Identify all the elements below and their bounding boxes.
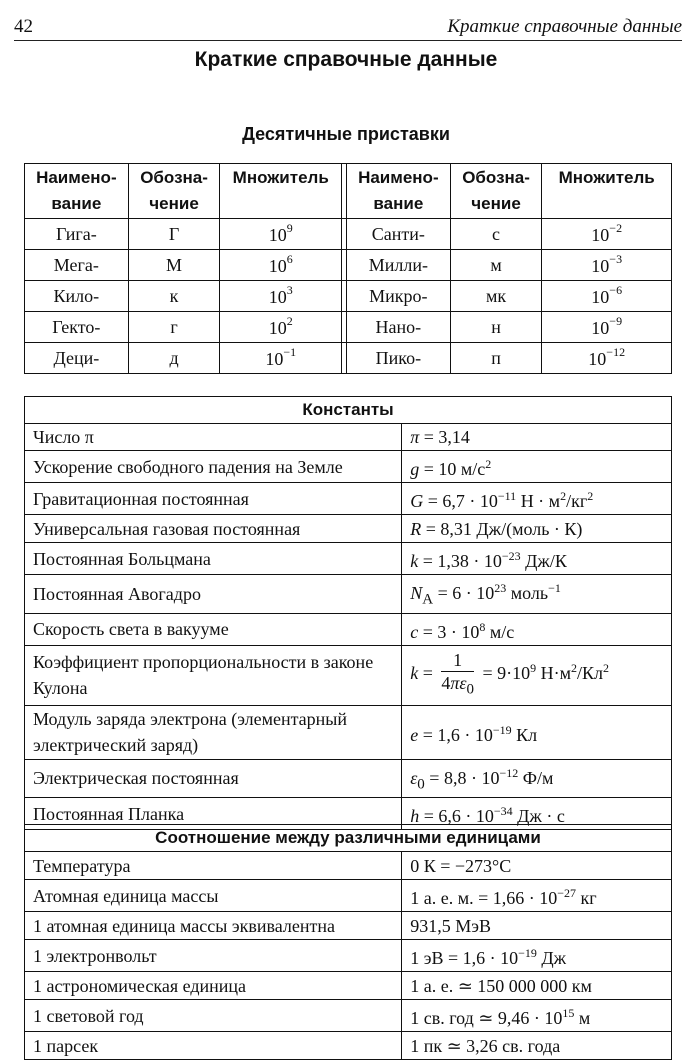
unit-value: 1 а. е. м. = $1,66 \cdot 10^{-27}$ кг xyxy=(402,880,672,912)
unit-value: 1 св. год ≃ $9,46 \cdot 10^{15}$ м xyxy=(402,1000,672,1032)
prefix-symbol: М xyxy=(128,250,220,281)
constant-label: Гравитационная постоянная xyxy=(25,483,402,515)
units-title: Соотношение между различными единицами xyxy=(25,825,672,852)
prefix-multiplier: $10^{-12}$ xyxy=(542,343,672,374)
page-header xyxy=(14,10,682,41)
prefix-multiplier: $10^3$ xyxy=(220,281,342,312)
prefix-multiplier: $10^{-2}$ xyxy=(542,219,672,250)
prefix-multiplier: $10^6$ xyxy=(220,250,342,281)
constant-row xyxy=(25,515,672,543)
constant-row xyxy=(25,483,672,515)
unit-row xyxy=(25,912,672,940)
unit-row xyxy=(25,972,672,1000)
unit-row xyxy=(25,880,672,912)
constant-value: $k = 1,38 \cdot 10^{-23}$ Дж/К xyxy=(402,543,672,575)
prefix-symbol: н xyxy=(450,312,542,343)
unit-label: Температура xyxy=(25,852,402,880)
prefix-row xyxy=(25,312,672,343)
constant-label: Коэффициент пропорциональности в законе Кулона xyxy=(25,645,402,705)
prefix-name: Пико- xyxy=(347,343,451,374)
multiplier-exponent: −12 xyxy=(606,344,626,359)
prefix-symbol: Г xyxy=(128,219,220,250)
multiplier-exponent: −1 xyxy=(283,344,297,359)
prefix-row xyxy=(25,343,672,374)
unit-row xyxy=(25,1032,672,1060)
constant-label: Скорость света в вакууме xyxy=(25,613,402,645)
multiplier-exponent: 2 xyxy=(286,313,293,328)
constant-row xyxy=(25,424,672,451)
unit-value: 0 К = −273°С xyxy=(402,852,672,880)
prefix-column-header: Наимено- вание xyxy=(25,164,129,219)
constant-label: Число π xyxy=(25,424,402,451)
prefix-name: Мега- xyxy=(25,250,129,281)
constant-label: Ускорение свободного падения на Земле xyxy=(25,451,402,483)
constant-value: $e = 1,6 \cdot 10^{-19}$ Кл xyxy=(402,705,672,759)
constants-table xyxy=(24,396,672,830)
prefix-symbol: к xyxy=(128,281,220,312)
prefix-column-header: Множитель xyxy=(542,164,672,219)
prefix-multiplier: $10^{-1}$ xyxy=(220,343,342,374)
constant-row xyxy=(25,575,672,614)
constant-value: $N_A = 6 \cdot 10^{23}$ моль$^{-1}$ xyxy=(402,575,672,614)
constant-value: $h = 6,6 \cdot 10^{-34}$ Дж · с xyxy=(402,798,672,830)
page-number: 42 xyxy=(14,16,33,37)
constant-value: π = 3,14 xyxy=(402,424,672,451)
prefix-name: Милли- xyxy=(347,250,451,281)
constant-value: g = 10 $м/с^2$ xyxy=(402,451,672,483)
prefix-name: Санти- xyxy=(347,219,451,250)
constant-value: k = $\frac{1}{4\pi\varepsilon_0}$ = $9\cdot 10^9$ $Н\cdot м^2/Кл^2$ xyxy=(402,645,672,705)
unit-label: 1 парсек xyxy=(25,1032,402,1060)
prefix-name: Кило- xyxy=(25,281,129,312)
multiplier-exponent: −3 xyxy=(609,251,623,266)
prefix-name: Гига- xyxy=(25,219,129,250)
multiplier-exponent: −9 xyxy=(609,313,623,328)
prefix-name: Деци- xyxy=(25,343,129,374)
constant-row xyxy=(25,705,672,759)
constant-row xyxy=(25,451,672,483)
prefix-symbol: мк xyxy=(450,281,542,312)
constants-title: Константы xyxy=(25,397,672,424)
prefix-column-header: Множитель xyxy=(220,164,342,219)
constant-value: R = 8,31 Дж/(моль · К) xyxy=(402,515,672,543)
unit-value: 1 а. е. ≃ 150 000 000 км xyxy=(402,972,672,1000)
prefix-symbol: с xyxy=(450,219,542,250)
unit-value: 931,5 МэВ xyxy=(402,912,672,940)
multiplier-exponent: −2 xyxy=(609,220,623,235)
constant-label: Постоянная Планка xyxy=(25,798,402,830)
prefix-multiplier: $10^{-6}$ xyxy=(542,281,672,312)
prefix-column-header: Наимено- вание xyxy=(347,164,451,219)
prefix-multiplier: $10^2$ xyxy=(220,312,342,343)
constant-label: Постоянная Авогадро xyxy=(25,575,402,614)
unit-label: Атомная единица массы xyxy=(25,880,402,912)
constant-label: Постоянная Больцмана xyxy=(25,543,402,575)
unit-label: 1 электронвольт xyxy=(25,940,402,972)
unit-row xyxy=(25,940,672,972)
unit-value: 1 эВ = $1,6 \cdot 10^{-19}$ Дж xyxy=(402,940,672,972)
running-title: Краткие справочные данные xyxy=(447,16,682,37)
unit-label: 1 астрономическая единица xyxy=(25,972,402,1000)
constant-value: $\varepsilon_0 = 8,8 \cdot 10^{-12}$ Ф/м xyxy=(402,759,672,798)
unit-row xyxy=(25,852,672,880)
prefix-column-header: Обозна- чение xyxy=(450,164,542,219)
multiplier-exponent: −6 xyxy=(609,282,623,297)
prefix-column-header: Обозна- чение xyxy=(128,164,220,219)
multiplier-exponent: 6 xyxy=(286,251,293,266)
prefix-row xyxy=(25,219,672,250)
unit-value: 1 пк ≃ 3,26 св. года xyxy=(402,1032,672,1060)
prefix-symbol: м xyxy=(450,250,542,281)
prefix-name: Гекто- xyxy=(25,312,129,343)
prefix-multiplier: $10^9$ xyxy=(220,219,342,250)
unit-row xyxy=(25,1000,672,1032)
constant-value: $G = 6,7 \cdot 10^{-11}$ $Н \cdot м^2/кг^2$ xyxy=(402,483,672,515)
constant-value: $c = 3 \cdot 10^8$ м/с xyxy=(402,613,672,645)
constant-row xyxy=(25,543,672,575)
constant-label: Электрическая постоянная xyxy=(25,759,402,798)
prefix-name: Нано- xyxy=(347,312,451,343)
constant-label: Модуль заряда электрона (элементарный электрический заряд) xyxy=(25,705,402,759)
prefix-symbol: г xyxy=(128,312,220,343)
units-table xyxy=(24,824,672,1060)
prefix-row xyxy=(25,250,672,281)
constant-row xyxy=(25,759,672,798)
prefix-symbol: д xyxy=(128,343,220,374)
prefix-row xyxy=(25,281,672,312)
constant-row xyxy=(25,645,672,705)
prefix-name: Микро- xyxy=(347,281,451,312)
constant-row xyxy=(25,613,672,645)
prefixes-title: Десятичные приставки xyxy=(242,124,450,144)
page-title: Краткие справочные данные xyxy=(194,48,498,71)
prefix-multiplier: $10^{-9}$ xyxy=(542,312,672,343)
unit-label: 1 атомная единица массы эквивалентна xyxy=(25,912,402,940)
constant-label: Универсальная газовая постоянная xyxy=(25,515,402,543)
multiplier-exponent: 9 xyxy=(286,220,293,235)
prefix-multiplier: $10^{-3}$ xyxy=(542,250,672,281)
multiplier-exponent: 3 xyxy=(286,282,293,297)
unit-label: 1 световой год xyxy=(25,1000,402,1032)
prefixes-table xyxy=(24,163,672,374)
prefix-symbol: п xyxy=(450,343,542,374)
